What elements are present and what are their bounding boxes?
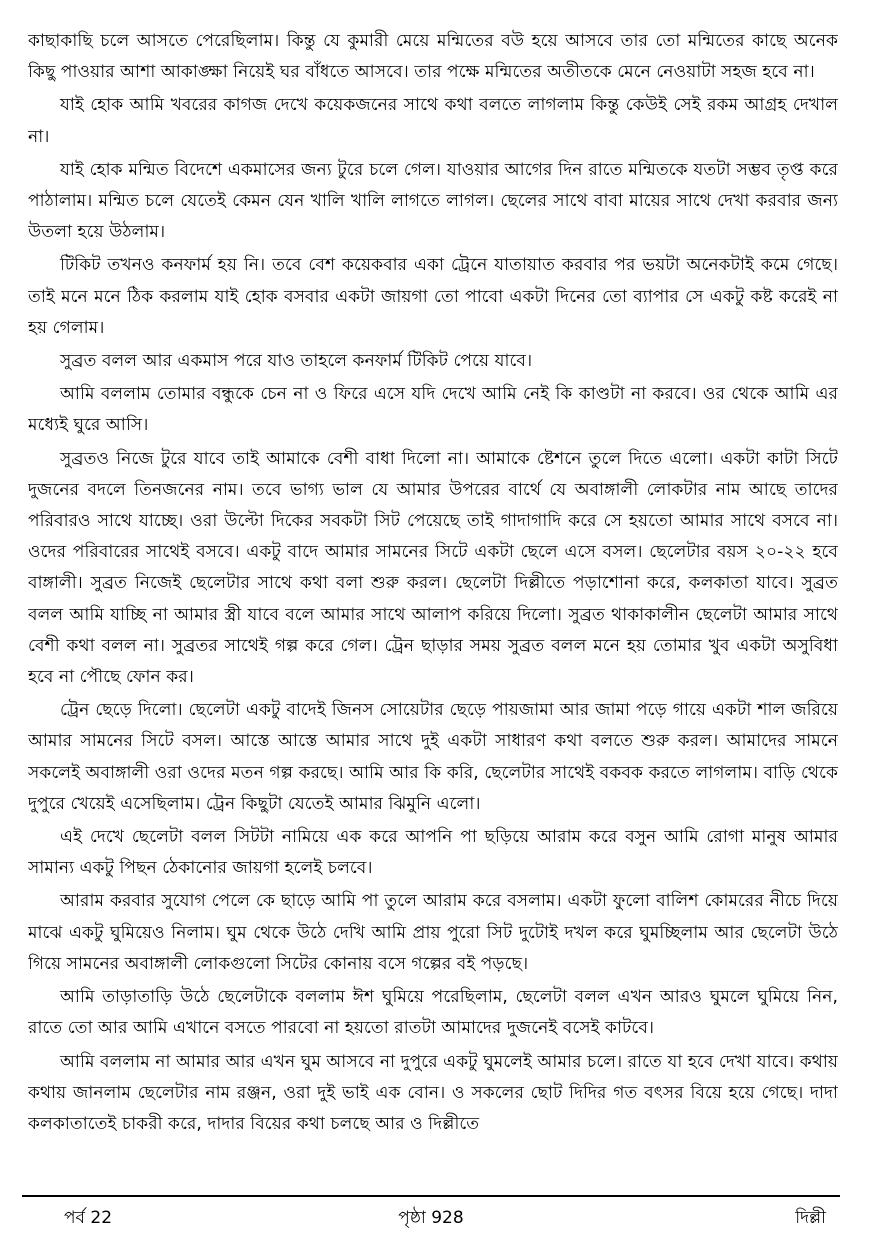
paragraph: সুব্রত বলল আর একমাস পরে যাও তাহলে কনফার্ম টিকিট পেয়ে যাবে। <box>60 351 533 372</box>
paragraph: এই দেখে ছেলেটা বলল সিটটা নামিয়ে এক করে আপনি পা ছড়িয়ে আরাম করে বসুন আমি রোগা মানুষ আমার সামান্য একটু পিছন ঠেকানোর জায়গা হলেই চলবে। <box>28 827 838 879</box>
footer-page-number: পৃষ্ঠা 928 <box>398 1208 464 1228</box>
paragraph: আমি তাড়াতাড়ি উঠে ছেলেটাকে বললাম ঈশ ঘুমিয়ে পরেছিলাম, ছেলেটা বলল এখন আরও ঘুমলে ঘুমিয়ে নিন, রাতে তো আর আমি এখানে বসতে পারবো না হয়তো রাতটা আমাদের দুজনেই বসেই কাটবে। <box>28 987 838 1039</box>
footer-divider <box>22 1195 840 1197</box>
paragraph: আরাম করবার সুযোগ পেলে কে ছাড়ে আমি পা তুলে আরাম করে বসলাম। একটা ফুলো বালিশ কোমরের নীচে দিয়ে মাঝে একটু ঘুমিয়েও নিলাম। ঘুম থেকে উঠে দেখি আমি প্রায় পুরো সিট দুটোই দখল করে ঘুমচ্ছিলাম আর ছেলেটা উঠে গিয়ে সামনের অবাঙ্গালী লোকগুলো সিটের কোনায় বসে গল্পের বই পড়ছে। <box>28 891 838 974</box>
page-footer <box>22 1203 840 1233</box>
paragraph: টিকিট তখনও কনফার্ম হয় নি। তবে বেশ কয়েকবার একা ট্রেনে যাতায়াত করবার পর ভয়টা অনেকটাই কমে গেছে। তাই মনে মনে ঠিক করলাম যাই হোক বসবার একটা জায়গা তো পাবো একটা দিনের তো ব্যাপার সে একটু কষ্ট করেই না হয় গেলাম। <box>28 255 838 338</box>
paragraph: ট্রেন ছেড়ে দিলো। ছেলেটা একটু বাদেই জিনস সোয়েটার ছেড়ে পায়জামা আর জামা পড়ে গায়ে একটা শাল জরিয়ে আমার সামনের সিটে বসল। আস্তে আস্তে আমার সাথে দুই একটা সাধারণ কথা বলতে শুরু করল। আমাদের সামনে সকলেই অবাঙ্গালী ওরা ওদের মতন গল্প করছে। আমি আর কি করি, ছেলেটার সাথেই বকবক করতে লাগলাম। বাড়ি থেকে দুপুরে খেয়েই এসেছিলাম। ট্রেন কিছুটা যেতেই আমার ঝিমুনি এলো। <box>28 700 838 814</box>
paragraph: যাই হোক মন্মিত বিদেশে একমাসের জন্য টুরে চলে গেল। যাওয়ার আগের দিন রাতে মন্মিতকে যতটা সম্ভব তৃপ্ত করে পাঠালাম। মন্মিত চলে যেতেই কেমন যেন খালি খালি লাগতে লাগল। ছেলের সাথে বাবা মায়ের সাথে দেখা করবার জন্য উতলা হয়ে উঠলাম। <box>28 159 838 243</box>
paragraph: যাই হোক আমি খবরের কাগজ দেখে কয়েকজনের সাথে কথা বলতে লাগলাম কিন্তু কেউই সেই রকম আগ্রহ দেখাল না। <box>28 95 838 147</box>
page-body <box>28 26 838 1190</box>
paragraph: কাছাকাছি চলে আসতে পেরেছিলাম। কিন্তু যে কুমারী মেয়ে মন্মিতের বউ হয়ে আসবে তার তো মন্মিতের কাছে অনেক কিছু পাওয়ার আশা আকাঙ্ক্ষা নিয়েই ঘর বাঁধতে আসবে। তার পক্ষে মন্মিতের অতীতকে মেনে নেওয়াটা সহজ হবে না। <box>28 31 838 83</box>
paragraph: আমি বললাম তোমার বন্ধুকে চেন না ও ফিরে এসে যদি দেখে আমি নেই কি কাণ্ডটা না করবে। ওর থেকে আমি এর মধ্যেই ঘুরে আসি। <box>28 384 838 436</box>
footer-location: দিল্লী <box>795 1208 826 1228</box>
paragraph: সুব্রতও নিজে টুরে যাবে তাই আমাকে বেশী বাধা দিলো না। আমাকে ষ্টেশনে তুলে দিতে এলো। একটা কাটা সিটে দুজনের বদলে তিনজনের নাম। তবে ভাগ্য ভাল যে আমার উপরের বার্থে যে অবাঙ্গালী লোকটার নাম আছে তাদের পরিবারও সাথে যাচ্ছে। ওরা উল্টো দিকের সবকটা সিট পেয়েছে তাই গাদাগাদি করে সে হয়তো আমার সাথে বসবে না। ওদের পরিবারের সাথেই বসবে। একটু বাদে আমার সামনের সিটে একটা ছেলে এসে বসল। ছেলেটার বয়স ২০-২২ হবে বাঙ্গালী। সুব্রত নিজেই ছেলেটার সাথে কথা বলা শুরু করল। ছেলেটা দিল্লীতে পড়াশোনা করে, কলকাতা যাবে। সুব্রত বলল আমি যাচ্ছি না আমার স্ত্রী যাবে বলে আমার সাথে আলাপ করিয়ে দিলো। সুব্রত থাকাকালীন ছেলেটা আমার সাথে বেশী কথা বলল না। সুব্রতর সাথেই গল্প করে গেল। ট্রেন ছাড়ার সময় সুব্রত বলল মনে হয় তোমার খুব একটা অসুবিধা হবে না পৌছে ফোন কর। <box>28 448 838 688</box>
footer-episode: পর্ব 22 <box>64 1208 113 1228</box>
paragraph: আমি বললাম না আমার আর এখন ঘুম আসবে না দুপুরে একটু ঘুমলেই আমার চলে। রাতে যা হবে দেখা যাবে। কথায় কথায় জানলাম ছেলেটার নাম রঞ্জন, ওরা দুই ভাই এক বোন। ও সকলের ছোট দিদির গত বৎসর বিয়ে হয়ে গেছে। দাদা কলকাতাতেই চাকরী করে, দাদার বিয়ের কথা চলছে আর ও দিল্লীতে <box>28 1051 838 1134</box>
